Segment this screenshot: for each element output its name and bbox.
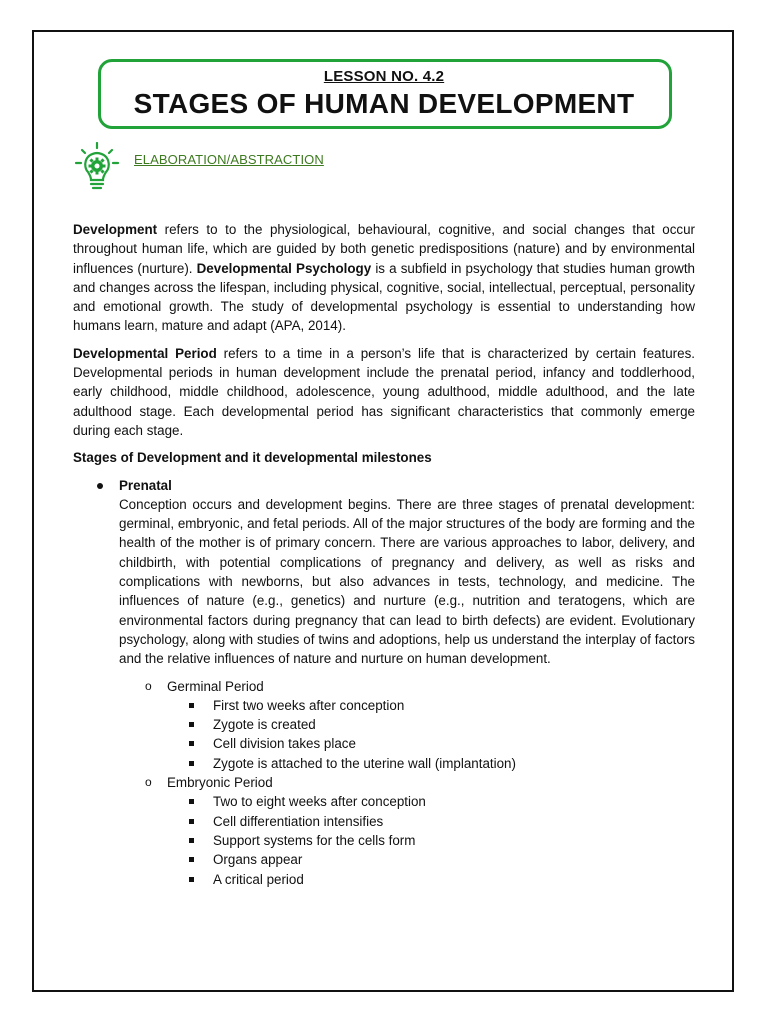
list-item	[167, 754, 695, 773]
list-item	[167, 734, 695, 753]
circle-bullet-icon: o	[145, 775, 152, 790]
lightbulb-gear-icon	[74, 142, 120, 192]
list-item-embryonic	[119, 773, 695, 889]
list-item	[167, 850, 695, 869]
list-item-prenatal	[73, 476, 695, 889]
period-name: Embryonic Period	[167, 775, 273, 791]
square-bullet-icon	[189, 703, 194, 708]
list-item-text: Zygote is created	[213, 717, 316, 733]
prenatal-description: Conception occurs and development begins. There are three stages of prenatal development: germinal, embryonic, and fetal periods. All of the major structures of the body are forming and the health of the mother is of primary concern. There are various approaches to labor, delivery, and childbirth, with potential complications of pregnancy and delivery, as well as risks and complications with newborns, but also advances in tests, technology, and medicine. The influences of nature (e.g., genetics) and nurture (e.g., nutrition and teratogens, which are environmental factors during pregnancy that can lead to birth defects) are evident. Evolutionary psychology, along with studies of twins and adoptions, help us understand the interplay of factors and the relative influences of nature and nurture on human development.	[119, 496, 695, 667]
list-item-text: Two to eight weeks after conception	[213, 794, 426, 810]
list-item	[167, 812, 695, 831]
circle-bullet-icon: o	[145, 678, 152, 693]
list-item-text: Cell division takes place	[213, 736, 356, 752]
list-item-text: Zygote is attached to the uterine wall (implantation)	[213, 755, 516, 771]
list-item	[167, 792, 695, 811]
list-item-text: First two weeks after conception	[213, 697, 405, 713]
square-bullet-icon	[189, 857, 194, 862]
lesson-number: LESSON NO. 4.2	[323, 68, 445, 85]
section-heading: ELABORATION/ABSTRACTION	[134, 152, 324, 167]
prenatal-title: Prenatal	[119, 477, 172, 493]
period-name: Germinal Period	[167, 678, 264, 694]
germinal-items	[167, 696, 695, 773]
term-development: Development	[73, 222, 158, 237]
list-item	[167, 696, 695, 715]
square-bullet-icon	[189, 838, 194, 843]
paragraph-text: refers to a time in a person’s life that is characterized by certain features. Developmental periods in human development include the prenatal period, infancy and toddlerhood, early childhood, middle childhood, adolescence, young adulthood, middle adulthood, and the late adulthood stage. Each developmental period has significant characteristics that commonly emerge during each stage.	[73, 345, 695, 438]
list-item-text: Support systems for the cells form	[213, 832, 416, 848]
paragraph-development	[73, 220, 695, 336]
document-body	[73, 220, 695, 889]
stages-heading: Stages of Development and it developmental milestones	[73, 450, 432, 466]
square-bullet-icon	[189, 799, 194, 804]
list-item	[167, 831, 695, 850]
embryonic-items	[167, 792, 695, 888]
paragraph-text: refers to to the physiological, behavioural, cognitive, and social changes that occur throughout human life, which are guided by both genetic predispositions (nature) and by environmental influences (nurture).	[73, 222, 695, 276]
list-item	[167, 715, 695, 734]
list-item	[167, 870, 695, 889]
square-bullet-icon	[189, 819, 194, 824]
list-item-text: Cell differentiation intensifies	[213, 813, 384, 829]
list-item-text: Organs appear	[213, 852, 303, 868]
term-developmental-period: Developmental Period	[73, 345, 217, 361]
square-bullet-icon	[189, 761, 194, 766]
paragraph-developmental-period	[73, 344, 695, 440]
term-developmental-psychology: Developmental Psychology	[196, 260, 372, 276]
square-bullet-icon	[189, 741, 194, 746]
page-title: STAGES OF HUMAN DEVELOPMENT	[133, 88, 635, 119]
square-bullet-icon	[189, 722, 194, 727]
list-item-germinal	[119, 677, 695, 773]
period-list	[119, 677, 695, 889]
paragraph-text: is a subfield in psychology that studies human growth and changes across the lifespan, including physical, cognitive, social, intellectual, perceptual, personality and emotional growth. The study of developmental psychology is essential to understanding how humans learn, mature and adapt (APA, 2014).	[73, 260, 695, 334]
bullet-icon	[97, 483, 103, 489]
list-item-text: A critical period	[213, 871, 304, 887]
square-bullet-icon	[189, 877, 194, 882]
